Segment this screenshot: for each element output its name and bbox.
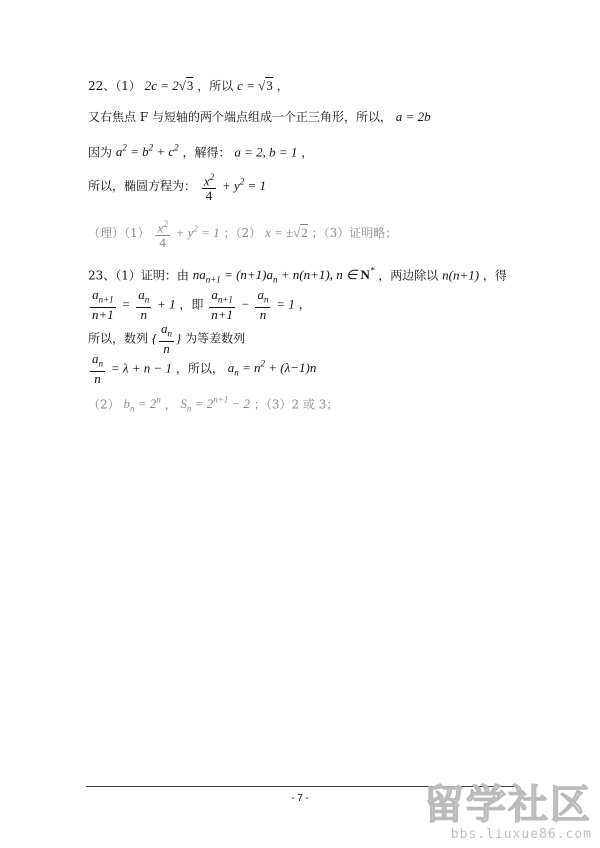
fraction-an-over-n-b: $\frac{a_n}{n}$ xyxy=(257,287,269,322)
fraction-an1-over-n1: $\frac{a_{n+1}}{n+1}$ xyxy=(92,287,114,322)
fraction-x2-over-4: $\frac{x^2}{4}$ xyxy=(203,172,215,204)
watermark-text: 留学社区 xyxy=(424,782,592,828)
fraction-an-over-n-c: $\frac{a_n}{n}$ xyxy=(92,351,103,386)
watermark xyxy=(424,783,592,842)
q23-label: 23、（1）证明：由 xyxy=(88,268,189,283)
equation-recurrence: $na_{n+1} = (n+1)a_n + n(n+1)$, n ∈ N* xyxy=(192,266,375,285)
q22-line-4: 所以，椭圆方程为： $\frac{x^2}{4}$ + $y^2 = 1$ xyxy=(88,172,267,204)
fraction-x2-over-4-faint: $\frac{x^2}{4}$ xyxy=(157,219,168,251)
q23-line-5: （2） $b_n = 2^n$ ， $S_n = 2^{n+1} - 2$ ；（3）2 或 3； xyxy=(88,395,339,414)
fraction-an1-over-n1-b: $\frac{a_{n+1}}{n+1}$ xyxy=(211,287,234,322)
q23-line-3: 所以，数列 { $\frac{a_n}{n}$ } 为等差数列 xyxy=(88,321,246,356)
q22-line-3: 因为 $a^2 = b^2 + c^2$ ，解得： a = 2, b = 1 ， xyxy=(88,143,314,160)
q22-line-5: （理）（1） $\frac{x^2}{4}$ + $y^2 = 1$ ；（2） x = ±√2 ；（3）证明略； xyxy=(88,219,398,251)
equation-sn: $S_n = 2^{n+1} - 2$ xyxy=(180,395,251,414)
q23-line-1: 23、（1）证明：由 $na_{n+1} = (n+1)a_n + n(n+1)$, n ∈ N* ，两边除以 n(n+1) ，得 xyxy=(88,266,507,285)
q23-line-4: $\frac{a_n}{n}$ = λ + n − 1 ，所以， $a_n = n^2 + (\lambda-1)n$ xyxy=(92,351,317,386)
q22-label: 22、（1） xyxy=(88,79,141,93)
equation-2c: 2c = 2√3 xyxy=(144,78,194,93)
q23-line-2: $\frac{a_{n+1}}{n+1}$ = $\frac{a_n}{n}$ + 1 ，即 $\frac{a_{n+1}}{n+1}$ − $\frac{a_n}{n}$ = 1 ， xyxy=(92,287,311,322)
watermark-url: bbs.liuxue86.com xyxy=(450,827,592,842)
equation-c: c = √3 xyxy=(237,78,273,93)
equation-a-2b: a = 2b xyxy=(395,109,431,124)
equation-solution: a = 2, b = 1 xyxy=(234,144,298,160)
equation-x-pm-sqrt2: x = ±√2 xyxy=(264,225,308,241)
equation-bn: $b_n = 2^n$ xyxy=(123,395,161,414)
equation-an-general: $a_n = n^2 + (\lambda-1)n$ xyxy=(227,358,317,378)
q22-line-1: 22、（1） 2c = 2√3 ，所以 c = √3 ， xyxy=(88,78,289,93)
fraction-an-over-n: $\frac{a_n}{n}$ xyxy=(138,287,150,322)
equation-pythag: $a^2 = b^2 + c^2$ xyxy=(115,143,179,160)
page-number: - 7 - xyxy=(291,793,309,804)
q22-line-2: 又右焦点 F 与短轴的两个端点组成一个正三角形，所以， a = 2b xyxy=(88,109,431,124)
fraction-an-over-n-seq: $\frac{a_n}{n}$ xyxy=(161,321,173,356)
